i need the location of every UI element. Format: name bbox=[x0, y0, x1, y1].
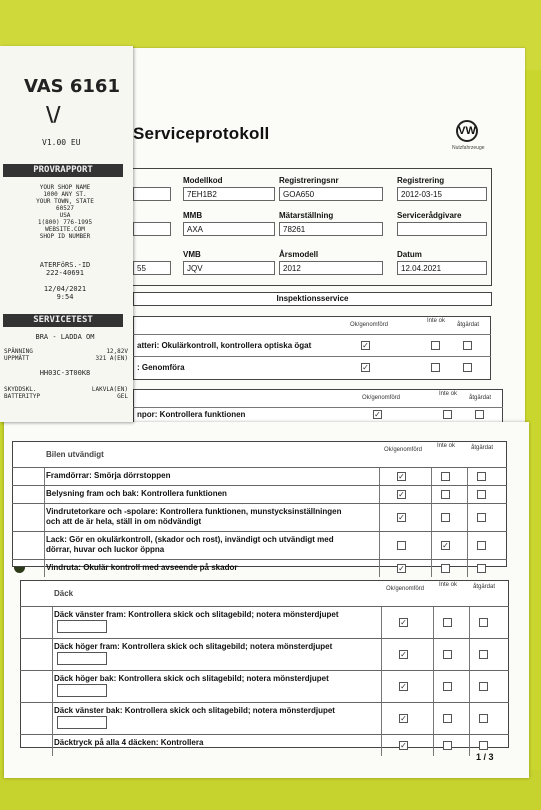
receipt-line: 60527 bbox=[55, 205, 75, 212]
tread-depth-input[interactable] bbox=[57, 684, 107, 697]
receipt-brand: VAS 6161 bbox=[24, 76, 120, 97]
row-text: Däck vänster bak: Kontrollera skick och slitagebild; notera mönsterdjupet bbox=[54, 706, 364, 729]
table-row: : Genomföra bbox=[133, 356, 491, 378]
column-done-header: åtgärdat bbox=[456, 322, 480, 328]
receipt-reading bbox=[4, 386, 128, 393]
table-row bbox=[12, 485, 507, 503]
row-text: Däck vänster fram: Kontrollera skick och slitagebild; notera mönsterdjupet bbox=[54, 610, 364, 633]
receipt-reading bbox=[4, 393, 128, 400]
vw-logo-icon: \/ bbox=[46, 102, 61, 126]
not-ok-checkbox[interactable] bbox=[443, 714, 452, 723]
not-ok-checkbox[interactable] bbox=[443, 741, 452, 750]
vw-logo-icon: VW bbox=[456, 120, 478, 142]
ok-checkbox[interactable] bbox=[397, 513, 406, 522]
done-checkbox[interactable] bbox=[477, 513, 486, 522]
column-done-header: åtgärdat bbox=[470, 445, 494, 451]
ok-checkbox[interactable] bbox=[361, 341, 370, 350]
done-checkbox[interactable] bbox=[479, 714, 488, 723]
receipt-line: 1(800) 776-1995 bbox=[37, 219, 93, 226]
row-text: Däck höger bak: Kontrollera skick och slitagebild; notera mönsterdjupet bbox=[54, 674, 364, 697]
table-row bbox=[20, 638, 509, 670]
table-row bbox=[20, 702, 509, 734]
not-ok-checkbox[interactable] bbox=[441, 541, 450, 550]
battery-test-receipt bbox=[0, 46, 133, 422]
done-checkbox[interactable] bbox=[477, 541, 486, 550]
receipt-line: WEBSITE.COM bbox=[45, 226, 85, 233]
row-text: Vindrutetorkare och -spolare: Kontrollera funktionen, munstycksinställningen och att de är hela, ställ in om nödvändigt bbox=[46, 507, 342, 526]
receipt-line: 12/04/2021 bbox=[43, 285, 87, 293]
inspection-section-title: Inspektionsservice bbox=[133, 292, 492, 306]
field-label: Registreringsnr bbox=[279, 176, 339, 185]
column-done-header: åtgärdat bbox=[472, 584, 496, 590]
table-row bbox=[12, 467, 507, 485]
done-checkbox[interactable] bbox=[477, 490, 486, 499]
ok-checkbox[interactable] bbox=[399, 741, 408, 750]
ok-checkbox[interactable] bbox=[397, 564, 406, 573]
receipt-band-report: PROVRAPPORT bbox=[3, 164, 123, 177]
field-value[interactable]: 12.04.2021 bbox=[397, 261, 487, 275]
receipt-code: HH03C-3T00K8 bbox=[39, 369, 91, 377]
tread-depth-input[interactable] bbox=[57, 716, 107, 729]
ok-checkbox[interactable] bbox=[397, 472, 406, 481]
ok-checkbox[interactable] bbox=[361, 363, 370, 372]
receipt-reading bbox=[4, 348, 128, 355]
reading-value: GEL bbox=[117, 393, 128, 400]
page-number: 1 / 3 bbox=[476, 752, 494, 762]
column-not-ok-header: Inte ok bbox=[426, 318, 445, 324]
row-text: Däck höger fram: Kontrollera skick och slitagebild; notera mönsterdjupet bbox=[54, 642, 364, 665]
table-row bbox=[20, 606, 509, 638]
protocol-title: Serviceprotokoll bbox=[133, 124, 270, 143]
table-row bbox=[12, 559, 507, 577]
brand-subtitle: Nutzfahrzeuge bbox=[452, 145, 485, 151]
field-value[interactable]: 78261 bbox=[279, 222, 383, 236]
field-value[interactable]: 2012-03-15 bbox=[397, 187, 487, 201]
reading-label: UPPMÄTT bbox=[4, 355, 30, 362]
column-ok-header: Ok/genomförd bbox=[361, 395, 401, 401]
row-text: Vindruta: Okulär kontroll med avseende på skador bbox=[46, 563, 238, 572]
reading-label: BATTERITYP bbox=[4, 393, 41, 400]
receipt-line: 222-40691 bbox=[46, 269, 84, 277]
field-value[interactable]: 7EH1B2 bbox=[183, 187, 275, 201]
done-checkbox[interactable] bbox=[479, 650, 488, 659]
ok-checkbox[interactable] bbox=[399, 682, 408, 691]
field-value[interactable]: GOA650 bbox=[279, 187, 383, 201]
receipt-line: USA bbox=[59, 212, 71, 219]
receipt-line: 1000 ANY ST. bbox=[43, 191, 87, 198]
receipt-band-test: SERVICETEST bbox=[3, 314, 123, 327]
receipt-line: YOUR TOWN, STATE bbox=[36, 198, 94, 205]
table-row bbox=[12, 503, 507, 531]
tread-depth-input[interactable] bbox=[57, 652, 107, 665]
row-text: Lack: Gör en okulärkontroll, (skador och rost), invändigt och utvändigt med dörrar, huvar och luckor öppna bbox=[46, 535, 334, 554]
section-title: Däck bbox=[54, 589, 74, 598]
ok-checkbox[interactable] bbox=[397, 541, 406, 550]
table-row bbox=[20, 670, 509, 702]
done-checkbox[interactable] bbox=[477, 564, 486, 573]
receipt-line: ATERFöRS.-ID bbox=[39, 261, 91, 269]
column-ok-header: Ok/genomförd bbox=[385, 586, 425, 592]
done-checkbox[interactable] bbox=[475, 410, 484, 419]
done-checkbox[interactable] bbox=[463, 341, 472, 350]
field-label: MMB bbox=[183, 211, 203, 220]
column-not-ok-header: Inte ok bbox=[436, 443, 455, 449]
row-text: Belysning fram och bak: Kontrollera funktionen bbox=[46, 489, 227, 498]
not-ok-checkbox[interactable] bbox=[443, 650, 452, 659]
not-ok-checkbox[interactable] bbox=[431, 341, 440, 350]
field-label: Servicerådgivare bbox=[397, 211, 462, 220]
field-label: Mätarställning bbox=[279, 211, 334, 220]
receipt-line: YOUR SHOP NAME bbox=[39, 184, 91, 191]
not-ok-checkbox[interactable] bbox=[441, 564, 450, 573]
not-ok-checkbox[interactable] bbox=[441, 490, 450, 499]
field-label: Datum bbox=[397, 250, 422, 259]
row-text: Däcktryck på alla 4 däcken: Kontrollera bbox=[54, 738, 204, 747]
ok-checkbox[interactable] bbox=[399, 618, 408, 627]
receipt-status: BRA - LADDA OM bbox=[35, 333, 95, 341]
column-ok-header: Ok/genomförd bbox=[349, 322, 389, 328]
done-checkbox[interactable] bbox=[479, 618, 488, 627]
ok-checkbox[interactable] bbox=[397, 490, 406, 499]
reading-value: LAKVLA(EN) bbox=[91, 386, 128, 393]
field-value-partial[interactable] bbox=[133, 187, 171, 201]
not-ok-checkbox[interactable] bbox=[443, 410, 452, 419]
field-value[interactable]: AXA bbox=[183, 222, 275, 236]
ok-checkbox[interactable] bbox=[399, 650, 408, 659]
column-not-ok-header: Inte ok bbox=[438, 391, 457, 397]
column-ok-header: Ok/genomförd bbox=[383, 447, 423, 453]
not-ok-checkbox[interactable] bbox=[441, 472, 450, 481]
row-text: Framdörrar: Smörja dörrstoppen bbox=[46, 471, 171, 480]
reading-label: SPÄNNING bbox=[4, 348, 33, 355]
receipt-reading bbox=[4, 355, 128, 362]
field-label: Årsmodell bbox=[279, 250, 319, 259]
field-value-partial[interactable]: 55 bbox=[133, 261, 171, 275]
tread-depth-input[interactable] bbox=[57, 620, 107, 633]
ok-checkbox[interactable] bbox=[399, 714, 408, 723]
reading-value: 12,82V bbox=[106, 348, 128, 355]
field-label: Registrering bbox=[397, 176, 445, 185]
not-ok-checkbox[interactable] bbox=[431, 363, 440, 372]
table-row: npor: Kontrollera funktionen bbox=[133, 407, 503, 421]
field-label: VMB bbox=[183, 250, 201, 259]
not-ok-checkbox[interactable] bbox=[441, 513, 450, 522]
reading-label: SKYDDSKL. bbox=[4, 386, 37, 393]
column-done-header: åtgärdat bbox=[468, 395, 492, 401]
not-ok-checkbox[interactable] bbox=[443, 682, 452, 691]
reading-value: 321 A(EN) bbox=[95, 355, 128, 362]
field-value-partial[interactable] bbox=[133, 222, 171, 236]
done-checkbox[interactable] bbox=[479, 741, 488, 750]
done-checkbox[interactable] bbox=[463, 363, 472, 372]
done-checkbox[interactable] bbox=[479, 682, 488, 691]
field-label: Modellkod bbox=[183, 176, 223, 185]
field-value[interactable] bbox=[397, 222, 487, 236]
table-row bbox=[12, 531, 507, 559]
table-row: atteri: Okulärkontroll, kontrollera optiska ögat bbox=[133, 334, 491, 356]
ok-checkbox[interactable] bbox=[373, 410, 382, 419]
table-row bbox=[20, 734, 509, 756]
section-title: Bilen utvändigt bbox=[46, 450, 104, 459]
receipt-line: SHOP ID NUMBER bbox=[39, 233, 91, 240]
column-not-ok-header: Inte ok bbox=[438, 582, 457, 588]
receipt-line: 9:54 bbox=[56, 293, 74, 301]
done-checkbox[interactable] bbox=[477, 472, 486, 481]
field-value[interactable]: JQV bbox=[183, 261, 275, 275]
receipt-version: V1.00 EU bbox=[42, 138, 81, 147]
not-ok-checkbox[interactable] bbox=[443, 618, 452, 627]
field-value[interactable]: 2012 bbox=[279, 261, 383, 275]
